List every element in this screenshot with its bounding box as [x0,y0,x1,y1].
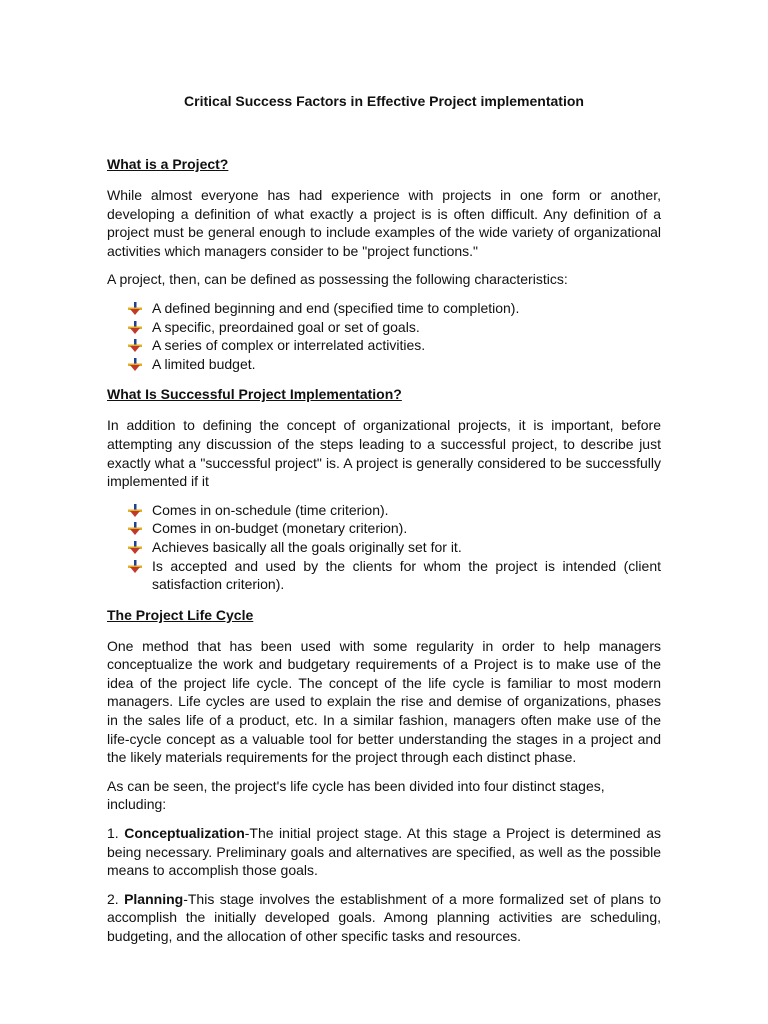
list-item-text: Comes in on-schedule (time criterion). [152,501,389,518]
stage-paragraph-conceptualization [107,824,661,880]
stage-term: Conceptualization [124,825,245,842]
arrow-bullet-icon [128,339,142,352]
arrow-bullet-icon [128,522,142,535]
list-item-text: A defined beginning and end (specified time to completion). [152,299,520,316]
section-heading-successful-implementation: What Is Successful Project Implementation? [107,386,402,403]
list-item [128,538,661,557]
document-body [107,92,661,956]
stage-term: Planning [124,890,184,907]
paragraph: In addition to defining the concept of organizational projects, it is important, before attempting any discussion of the steps leading to a successful project, to describe just exactly what a "successful project" is. A project is generally considered to be successfully implemented if it [107,417,661,490]
paragraph: As can be seen, the project's life cycle has been divided into four distinct stages, including: [107,777,605,813]
paragraph: While almost everyone has had experience with projects in one form or another, developing a definition of what exactly a project is is often difficult. Any definition of a project must be general enough to include examples of the wide variety of organizational activities which managers consider to be "project functions." [107,187,661,259]
list-item [128,501,661,520]
list-item [128,519,661,538]
stage-paragraph-planning [107,890,661,946]
list-item [128,336,661,355]
list-item-text: A series of complex or interrelated activities. [152,337,426,354]
stage-number: 2. [107,890,119,907]
list-item [128,299,661,318]
stage-number: 1. [107,825,119,842]
list-item [128,318,661,337]
list-item [128,355,661,374]
bullet-list-success-criteria [107,501,661,594]
section-heading-life-cycle: The Project Life Cycle [107,606,254,623]
arrow-bullet-icon [128,358,142,371]
paragraph: One method that has been used with some regularity in order to help managers conceptualize the work and budgetary requirements of a Project is to make use of the idea of the project life cycle. The concept of the life cycle is familiar to most modern managers. Life cycles are used to explain the rise and demise of organizations, phases in the sales life of a product, etc. In a similar fashion, managers often make use of the life-cycle concept as a valuable tool for better understanding the stages in a project and the likely materials requirements for the project through each distinct phase. [107,637,661,766]
document-title: Critical Success Factors in Effective Project implementation [184,93,584,109]
section-heading-what-is-project: What is a Project? [107,156,229,172]
list-item-text: A specific, preordained goal or set of goals. [152,318,420,335]
stage-text: -This stage involves the establishment of a more formalized set of plans to accomplish the initially developed goals. Among planning activities are scheduling, budgeting, and the allocation of other specific tasks and resources. [107,890,662,944]
list-item-text: Is accepted and used by the clients for whom the project is intended (client satisfaction criterion). [152,557,661,593]
list-item-text: Achieves basically all the goals originally set for it. [152,538,462,555]
list-item-text: A limited budget. [152,355,256,372]
arrow-bullet-icon [128,302,142,315]
paragraph: A project, then, can be defined as possessing the following characteristics: [107,271,568,288]
list-item-text: Comes in on-budget (monetary criterion). [152,520,408,537]
arrow-bullet-icon [128,504,142,517]
arrow-bullet-icon [128,321,142,334]
arrow-bullet-icon [128,541,142,554]
list-item [128,557,661,594]
bullet-list-characteristics [107,299,661,373]
arrow-bullet-icon [128,560,142,573]
stage-text: -The initial project stage. At this stage a Project is determined as being necessary. Preliminary goals and alternatives are specified, as well as the possible means to accomplish those goals. [107,825,662,879]
